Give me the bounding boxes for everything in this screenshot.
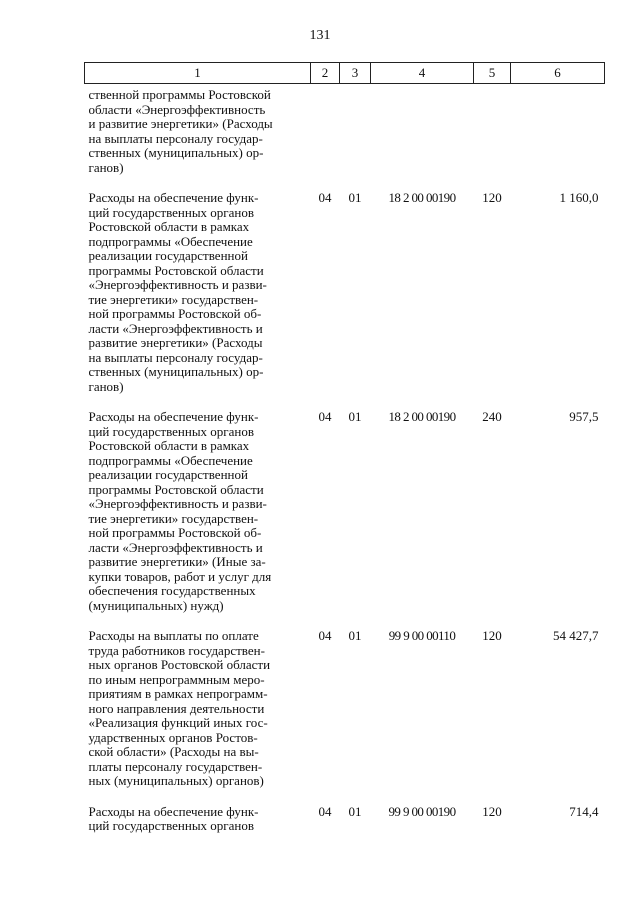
subsection-code: 01 bbox=[348, 803, 362, 819]
text-line: ласти «Энергоэффективность и bbox=[88, 539, 263, 555]
row-description bbox=[85, 795, 311, 840]
text-line: ственной программы Ростовской bbox=[88, 87, 271, 102]
target-article-code: 99 9 00 00110 bbox=[388, 628, 456, 643]
expense-type-code: 120 bbox=[482, 628, 502, 643]
amount: 54 427,7 bbox=[553, 628, 599, 643]
text-line: программы Ростовской области bbox=[88, 262, 264, 278]
text-line: ственных (муниципальных) ор- bbox=[88, 364, 264, 379]
text-line: Ростовской области в рамках bbox=[88, 438, 250, 453]
text-line: реализации государственной bbox=[88, 467, 248, 482]
expense-type-code: 120 bbox=[482, 190, 502, 205]
text-line: Расходы на выплаты по оплате bbox=[88, 628, 259, 643]
text-line: ской области» (Расходы на вы- bbox=[88, 744, 259, 759]
amount: 714,4 bbox=[569, 803, 599, 819]
text-line: программы Ростовской области bbox=[88, 481, 264, 497]
text-line: «Энергоэффективность и разви- bbox=[88, 277, 267, 292]
section-code: 04 bbox=[318, 628, 332, 643]
budget-table bbox=[84, 62, 605, 840]
section-code: 04 bbox=[318, 803, 332, 819]
text-line: платы персоналу государствен- bbox=[88, 758, 263, 774]
text-line: и развитие энергетики» (Расходы bbox=[88, 116, 273, 131]
text-line: развитие энергетики» (Расходы bbox=[88, 335, 263, 350]
section-code: 04 bbox=[318, 409, 332, 424]
table-row bbox=[85, 400, 605, 619]
text-line: тие энергетики» государствен- bbox=[88, 291, 259, 307]
text-line: «Реализация функций иных гос- bbox=[88, 715, 268, 730]
page-number: 131 bbox=[309, 28, 331, 43]
text-line: ласти «Энергоэффективность и bbox=[88, 320, 263, 336]
text-line: ций государственных органов bbox=[88, 204, 254, 220]
text-line: купки товаров, работ и услуг для bbox=[88, 568, 272, 584]
text-line: ных органов Ростовской области bbox=[88, 657, 271, 672]
row-description bbox=[85, 400, 311, 619]
header-col-6: 6 bbox=[511, 63, 605, 84]
row-description bbox=[85, 181, 311, 400]
text-line: Расходы на обеспечение функ- bbox=[88, 409, 259, 424]
table-row bbox=[85, 619, 605, 795]
header-col-5: 5 bbox=[474, 63, 511, 84]
text-line: ций государственных органов bbox=[88, 423, 254, 439]
subsection-code: 01 bbox=[348, 628, 362, 643]
row-description bbox=[85, 619, 311, 795]
target-article-code: 18 2 00 00190 bbox=[388, 409, 456, 424]
table-row bbox=[85, 181, 605, 400]
text-line: развитие энергетики» (Иные за- bbox=[88, 554, 266, 569]
text-line: ганов) bbox=[88, 378, 124, 394]
text-line: подпрограммы «Обеспечение bbox=[88, 452, 253, 468]
text-line: ной программы Ростовской об- bbox=[88, 306, 262, 321]
amount: 1 160,0 bbox=[559, 190, 599, 205]
text-line: Ростовской области в рамках bbox=[88, 219, 250, 234]
text-line: приятиям в рамках непрограмм- bbox=[88, 686, 268, 701]
text-line: Расходы на обеспечение функ- bbox=[88, 190, 259, 205]
subsection-code: 01 bbox=[348, 190, 362, 205]
text-line: труда работников государствен- bbox=[88, 642, 265, 658]
header-col-1: 1 bbox=[85, 63, 311, 84]
continuation-row bbox=[85, 84, 605, 182]
text-line: подпрограммы «Обеспечение bbox=[88, 233, 253, 249]
text-line: тие энергетики» государствен- bbox=[88, 510, 259, 526]
subsection-code: 01 bbox=[348, 409, 362, 424]
text-line: на выплаты персоналу государ- bbox=[88, 130, 263, 146]
text-line: ганов) bbox=[88, 159, 124, 175]
header-col-3: 3 bbox=[340, 63, 371, 84]
text-line: обеспечения государственных bbox=[88, 583, 256, 598]
text-line: ной программы Ростовской об- bbox=[88, 525, 262, 540]
text-line: по иным непрограммным меро- bbox=[88, 671, 265, 687]
amount: 957,5 bbox=[569, 409, 599, 424]
text-line: области «Энергоэффективность bbox=[88, 101, 266, 117]
text-line: реализации государственной bbox=[88, 248, 248, 263]
expense-type-code: 240 bbox=[482, 409, 502, 424]
text-line: «Энергоэффективность и разви- bbox=[88, 496, 267, 511]
header-col-2: 2 bbox=[311, 63, 340, 84]
text-line: ций государственных органов bbox=[88, 818, 254, 833]
header-col-4: 4 bbox=[371, 63, 474, 84]
table-row bbox=[85, 795, 605, 840]
text-line: ударственных органов Ростов- bbox=[88, 729, 258, 745]
text-line: на выплаты персоналу государ- bbox=[88, 349, 263, 365]
text-line: Расходы на обеспечение функ- bbox=[88, 803, 259, 819]
text-line: ственных (муниципальных) ор- bbox=[88, 145, 264, 160]
text-line: ных (муниципальных) органов) bbox=[88, 773, 264, 788]
section-code: 04 bbox=[318, 190, 332, 205]
text-line: (муниципальных) нужд) bbox=[88, 597, 224, 613]
text-line: ного направления деятельности bbox=[88, 700, 265, 716]
target-article-code: 18 2 00 00190 bbox=[388, 190, 456, 205]
continuation-description bbox=[85, 84, 311, 182]
target-article-code: 99 9 00 00190 bbox=[388, 803, 456, 819]
header-row bbox=[85, 63, 605, 84]
expense-type-code: 120 bbox=[482, 803, 502, 819]
